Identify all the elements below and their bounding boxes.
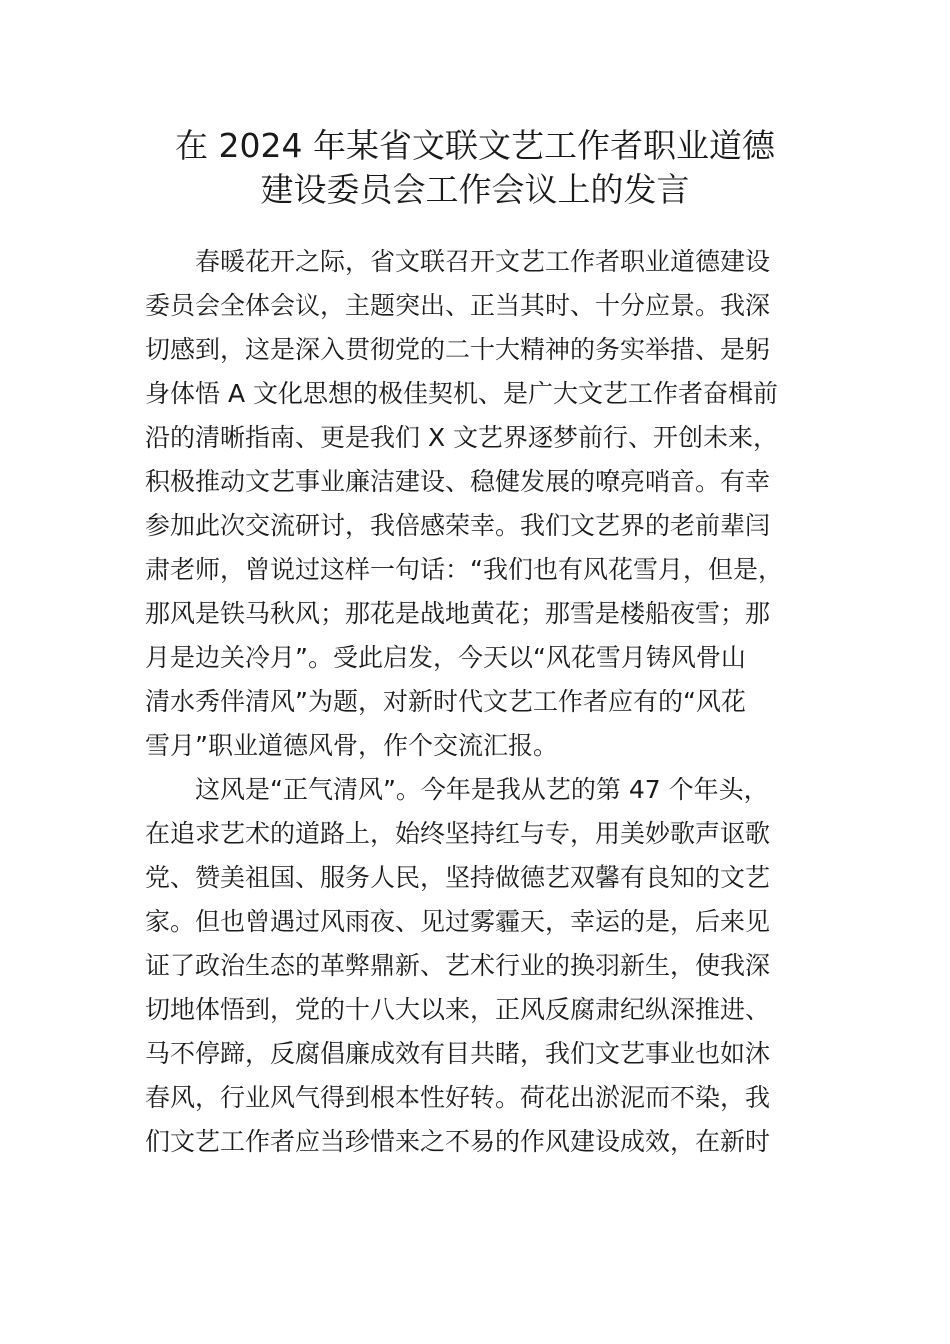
body-line: 参加此次交流研讨，我倍感荣幸。我们文艺界的老前辈闫 [145,511,771,540]
body-line: 春暖花开之际，省文联召开文艺工作者职业道德建设 [195,247,771,276]
body-line: 家。但也曾遇过风雨夜、见过雾霾天，幸运的是，后来见 [145,907,771,936]
body-line: 们文艺工作者应当珍惜来之不易的作风建设成效，在新时 [145,1127,771,1156]
body-line: 证了政治生态的革弊鼎新、艺术行业的换羽新生，使我深 [145,951,771,980]
body-line: 委员会全体会议，主题突出、正当其时、十分应景。我深 [145,291,771,320]
body-line: 肃老师，曾说过这样一句话：“我们也有风花雪月，但是， [145,555,783,584]
body-line: 身体悟 A 文化思想的极佳契机、是广大文艺工作者奋楫前 [145,379,778,408]
document-title-line-2: 建设委员会工作会议上的发言 [260,170,690,209]
body-line: 月是边关冷月”。受此启发，今天以“风花雪月铸风骨山 [145,643,746,672]
body-line: 在追求艺术的道路上，始终坚持红与专，用美妙歌声讴歌 [145,819,771,848]
body-line: 清水秀伴清风”为题，对新时代文艺工作者应有的“风花 [145,687,746,716]
body-line: 雪月”职业道德风骨，作个交流汇报。 [145,731,558,760]
body-line: 积极推动文艺事业廉洁建设、稳健发展的嘹亮哨音。有幸 [145,467,771,496]
body-line: 党、赞美祖国、服务人民，坚持做德艺双馨有良知的文艺 [145,863,771,892]
body-line: 那风是铁马秋风；那花是战地黄花；那雪是楼船夜雪；那 [145,599,771,628]
body-line: 这风是“正气清风”。今年是我从艺的第 47 个年头， [195,775,769,804]
body-line: 春风，行业风气得到根本性好转。荷花出淤泥而不染，我 [145,1083,771,1112]
body-line: 沿的清晰指南、更是我们 X 文艺界逐梦前行、开创未来， [145,423,779,452]
body-line: 马不停蹄，反腐倡廉成效有目共睹，我们文艺事业也如沐 [145,1039,771,1068]
body-line: 切感到，这是深入贯彻党的二十大精神的务实举措、是躬 [145,335,771,364]
document-title-line-1: 在 2024 年某省文联文艺工作者职业道德 [175,126,775,165]
body-line: 切地体悟到，党的十八大以来，正风反腐肃纪纵深推进、 [145,995,771,1024]
